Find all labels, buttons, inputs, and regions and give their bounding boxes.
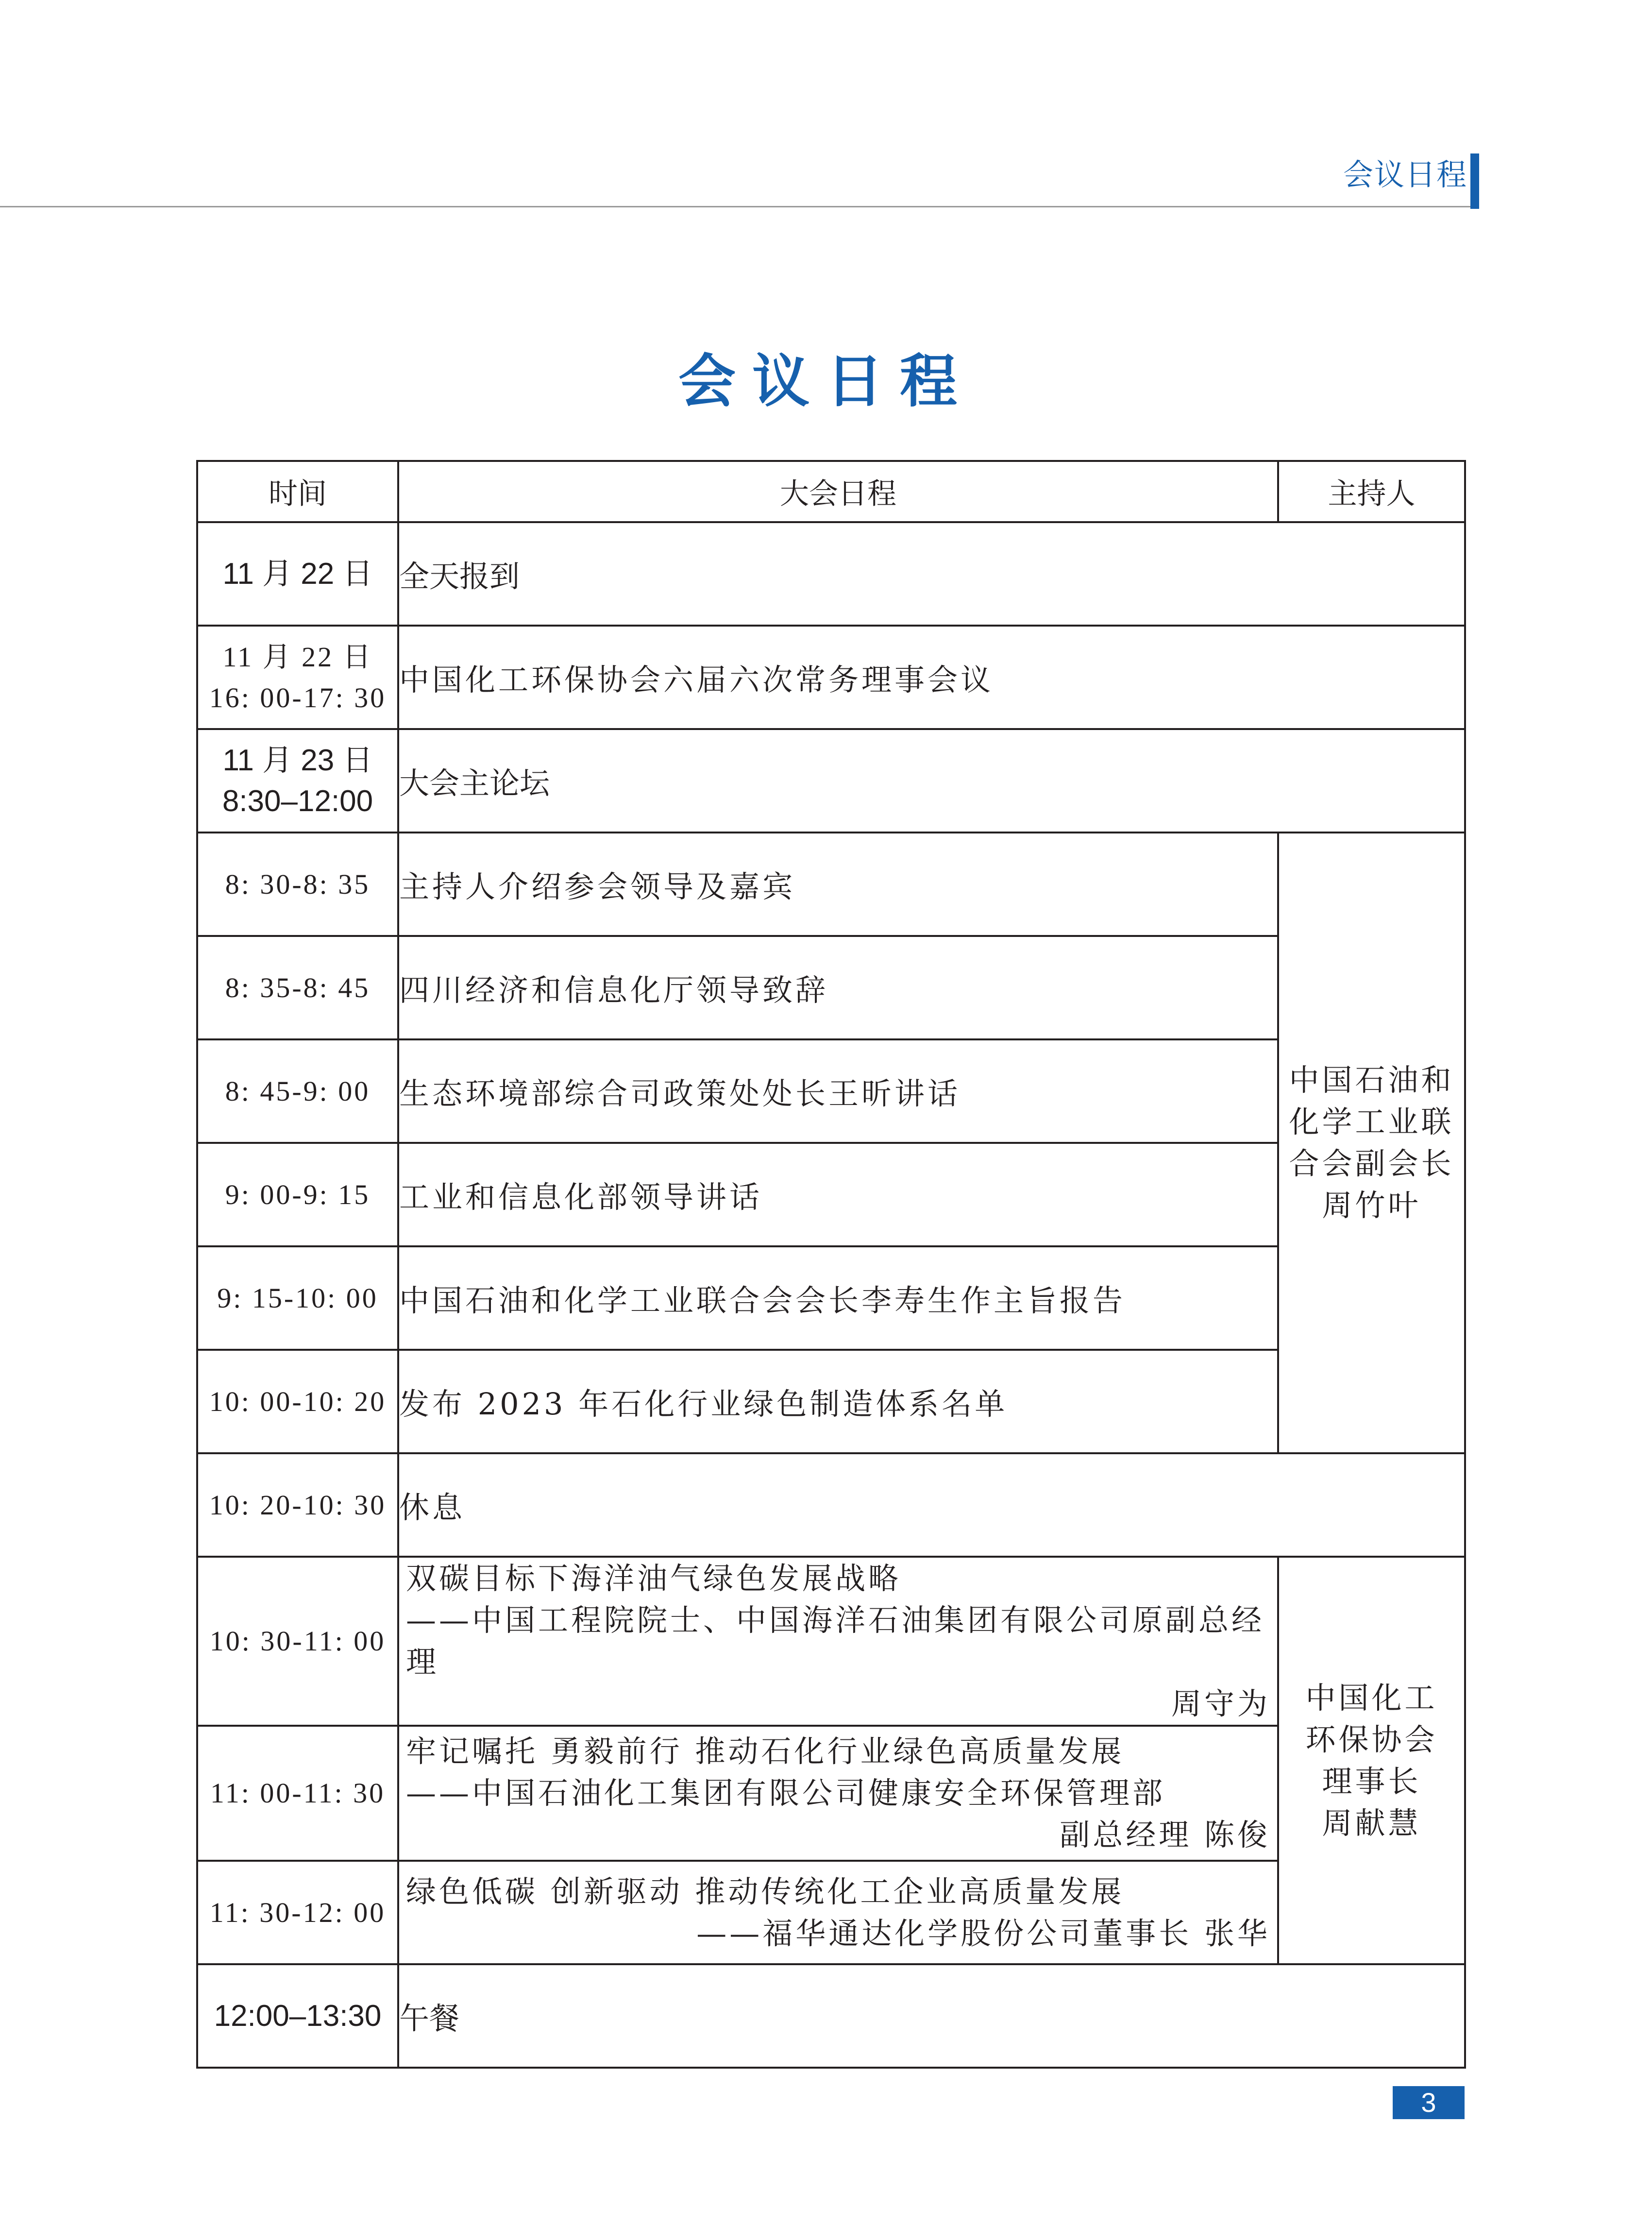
table-row [197, 936, 1465, 1039]
table-row [197, 1143, 1465, 1246]
page-title: 会议日程 [678, 348, 974, 415]
host-line: 环保协会 [1305, 1721, 1438, 1757]
table-row [197, 1453, 1465, 1557]
talk-speaker-name: 周守为 [1171, 1686, 1270, 1721]
table-row [197, 833, 1465, 936]
header-program: 大会日程 [398, 461, 1278, 522]
schedule-table [196, 460, 1466, 2069]
row-time-date: 11 月 23 日 [222, 743, 373, 777]
row-time: 10: 20-10: 30 [197, 1453, 398, 1557]
header-host: 主持人 [1278, 461, 1465, 522]
host-name: 周献慧 [1322, 1805, 1421, 1841]
host-name: 周竹叶 [1322, 1188, 1421, 1223]
row-time: 9: 00-9: 15 [197, 1143, 398, 1246]
row-program: 全天报到 [398, 522, 1465, 626]
row-program: 工业和信息化部领导讲话 [398, 1143, 1278, 1246]
table-row [197, 1557, 1465, 1726]
row-time: 11 月 22 日 [197, 522, 398, 626]
row-time: 8: 30-8: 35 [197, 833, 398, 936]
table-row [197, 522, 1465, 626]
table-header-row [197, 461, 1465, 522]
table-row [197, 729, 1465, 833]
table-row [197, 1964, 1465, 2068]
talk-speaker-affiliation: ——中国工程院院士、中国海洋石油集团有限公司原副总经理 [406, 1602, 1265, 1680]
row-time-range: 16: 00-17: 30 [209, 681, 387, 714]
table-row [197, 1246, 1465, 1350]
row-program: 主持人介绍参会领导及嘉宾 [398, 833, 1278, 936]
header-accent-bar [1470, 153, 1479, 209]
host-line: 化学工业联 [1289, 1104, 1454, 1139]
host-cell-1 [1278, 833, 1465, 1453]
page-number: 3 [1393, 2086, 1465, 2119]
row-program: 休息 [398, 1453, 1465, 1557]
talk-title: 双碳目标下海洋油气绿色发展战略 [406, 1561, 902, 1596]
row-program [398, 1861, 1278, 1964]
talk-speaker-name: 副总经理 陈俊 [1060, 1817, 1270, 1852]
row-program: 中国石油和化学工业联合会会长李寿生作主旨报告 [398, 1246, 1278, 1350]
talk-title: 绿色低碳 创新驱动 推动传统化工企业高质量发展 [406, 1873, 1125, 1909]
host-line: 中国化工 [1305, 1680, 1438, 1716]
row-time: 10: 30-11: 00 [197, 1557, 398, 1726]
host-line: 合会副会长 [1289, 1146, 1454, 1181]
row-program: 午餐 [398, 1964, 1465, 2068]
table-row [197, 1350, 1465, 1453]
row-time-date: 11 月 22 日 [222, 641, 373, 673]
talk-title: 牢记嘱托 勇毅前行 推动石化行业绿色高质量发展 [406, 1733, 1125, 1769]
host-line: 中国石油和 [1289, 1062, 1454, 1098]
row-time: 8: 45-9: 00 [197, 1039, 398, 1143]
row-program: 四川经济和信息化厅领导致辞 [398, 936, 1278, 1039]
row-program: 生态环境部综合司政策处处长王昕讲话 [398, 1039, 1278, 1143]
row-time: 12:00–13:30 [197, 1964, 398, 2068]
row-time: 8: 35-8: 45 [197, 936, 398, 1039]
header-time: 时间 [197, 461, 398, 522]
row-time [197, 729, 398, 833]
row-program: 大会主论坛 [398, 729, 1465, 833]
row-time-range: 8:30–12:00 [222, 784, 373, 818]
row-time [197, 626, 398, 729]
table-row [197, 626, 1465, 729]
host-cell-2 [1278, 1557, 1465, 1964]
row-program: 中国化工环保协会六届六次常务理事会议 [398, 626, 1465, 729]
host-line: 理事长 [1322, 1763, 1421, 1799]
row-program [398, 1726, 1278, 1861]
table-row [197, 1039, 1465, 1143]
row-time: 9: 15-10: 00 [197, 1246, 398, 1350]
row-program: 发布 2023 年石化行业绿色制造体系名单 [398, 1350, 1278, 1453]
row-time: 10: 00-10: 20 [197, 1350, 398, 1453]
table-row [197, 1861, 1465, 1964]
running-header-title: 会议日程 [1343, 157, 1467, 192]
row-program [398, 1557, 1278, 1726]
talk-speaker-affiliation: ——中国石油化工集团有限公司健康安全环保管理部 [406, 1775, 1166, 1811]
row-time: 11: 30-12: 00 [197, 1861, 398, 1964]
table-row [197, 1726, 1465, 1861]
header-rule [0, 206, 1470, 207]
talk-speaker: ——福华通达化学股份公司董事长 张华 [696, 1915, 1270, 1951]
row-time: 11: 00-11: 30 [197, 1726, 398, 1861]
